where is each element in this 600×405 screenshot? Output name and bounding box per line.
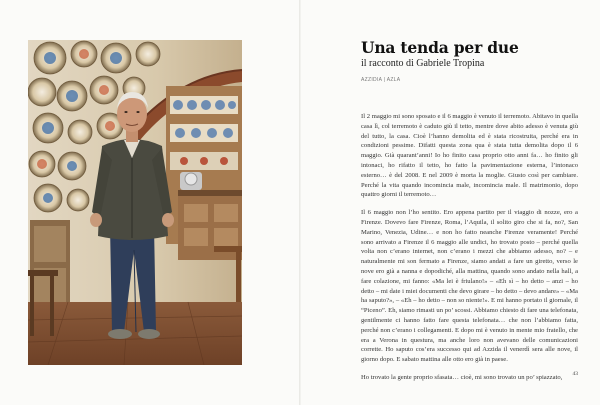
article-paragraph: Il 2 maggio mi sono sposato e il 6 maggio è venuto il terremoto. Abitavo in quella casa lì, col terremoto è caduto giù il tetto, mentre dove abito adesso è venuta giù del tutto, la casa. Cioè l’hanno demolita ed è stata ricostruita, perché era in condizioni pessime. Difatti questa zona qua è stata tutta demolita dopo il 6 maggio. Già quarant’anni! Io ho finito casa proprio otto anni fa… ho finito gli intonaci, ho rifatto il tetto, ho fatto la pavimentazione esterna, l’intonaco esterno… è del 2008. E nel 2009 è morta la moglie. Giusto così per cambiare. Perché la vita quando incomincia male, incomincia male. Il matrimonio, dopo quattro giorni il terremoto… (361, 113, 578, 199)
article-subtitle: il racconto di Gabriele Tropina (361, 58, 485, 69)
article-paragraph: Ho trovato la gente proprio sfasata… cioè, mi sono trovato un po’ spiazzato, (361, 373, 563, 381)
article-body (361, 112, 578, 391)
article-paragraph: Il 6 maggio non l’ho sentito. Ero appena partito per il viaggio di nozze, ero a Firenze. Dovevo fare Firenze, Roma, l’Aquila, il solito giro che si fa, no?, San Marino, Venezia, Udine… e non ho fatto neanche Firenze veramente! Perché sono arrivato a Firenze il 6 maggio alle undici, ho trovato posto – perché quella volta non c’erano internet, non c’erano i mezzi che abbiamo adesso, no? – e naturalmente mi son fermato a Firenze, siamo andati a fare un giretto, verso le nove ero già a nanna e dopodiché, alla mattina, quando sono andato nella hall, a fare colazione, mi fanno: «Ma lei è friulano!» – «Eh sì – ho detto – anzi – ho detto – mi date i miei documenti che devo girare – ho detto – devo andare» – «Ma ha saputo?», – «Eh – ho detto – non so niente!». E mi hanno portato il giornale, il “Piceno”. Eh, siamo rimasti un po’ scossi. Abbiamo chiesto di fare una telefonata, gentilmente ci hanno fatto fare questa telefonata… che non l’abbiamo fatta, perché non c’erano i collegamenti. E dopo mi è venuto in mente mio fratello, che era a Verona in questura, ma anche loro non avevano delle comunicazioni corrette. Ho saputo cos’era successo qui ad Azzida il venerdì sera alle nove, il giorno dopo. E sabato mattina alle otto ero già in paese. (361, 209, 578, 364)
article-title: Una tenda per due (361, 38, 519, 57)
portrait-photo-image (28, 40, 242, 365)
article-credit: AZZIDIA | AZLA (361, 77, 401, 83)
portrait-photo (28, 40, 242, 365)
page-number: 43 (572, 371, 578, 377)
right-page (301, 0, 600, 405)
